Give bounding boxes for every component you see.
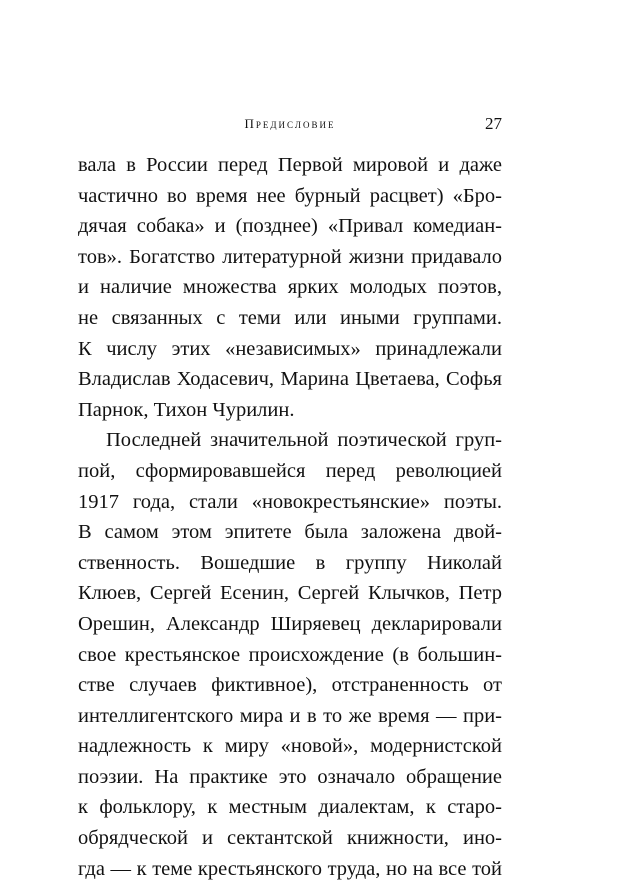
text-line: надлежность к миру «новой», модернистской [78, 735, 502, 758]
text-line: ственность. Вошедшие в группу Николай [78, 551, 502, 574]
body-text [78, 150, 502, 884]
text-line: дячая собака» и (позднее) «Привал комедиан- [78, 215, 502, 238]
text-line: 1917 года, стали «новокрестьянские» поэты. [78, 490, 502, 513]
text-line: вала в России перед Первой мировой и даже [78, 154, 502, 176]
text-line: стве случаев фиктивное), отстраненность от [78, 674, 502, 697]
text-line: обрядческой и сектантской книжности, ино- [78, 827, 502, 850]
text-line: поэзии. На практике это означало обращение [78, 765, 502, 788]
text-line: В самом этом эпитете была заложена двой- [78, 521, 502, 544]
text-line: К числу этих «независимых» принадлежали [78, 337, 502, 360]
text-line: частично во время нее бурный расцвет) «Бро- [78, 184, 502, 207]
text-line: интеллигентского мира и в то же время — при- [78, 704, 502, 727]
text-line: Последней значительной поэтической груп- [106, 429, 502, 452]
text-line: Орешин, Александр Ширяевец декларировали [78, 612, 502, 635]
text-line: гда — к теме крестьянского труда, но на все той [78, 857, 502, 880]
text-line: и наличие множества ярких молодых поэтов, [78, 276, 502, 299]
section-title: Предисловие [244, 116, 336, 131]
running-head [78, 116, 502, 136]
text-line: Клюев, Сергей Есенин, Сергей Клычков, Петр [78, 582, 502, 605]
text-line: свое крестьянское происхождение (в большин- [78, 643, 502, 666]
text-line: к фольклору, к местным диалектам, к старо- [78, 796, 502, 819]
text-line: Парнок, Тихон Чурилин. [78, 398, 295, 421]
text-line: пой, сформировавшейся перед революцией [78, 459, 502, 482]
page-number: 27 [485, 114, 502, 133]
text-line: тов». Богатство литературной жизни придавало [78, 245, 502, 268]
text-line: Владислав Ходасевич, Марина Цветаева, Софья [78, 368, 502, 391]
text-line: не связанных с теми или иными группами. [78, 306, 502, 329]
